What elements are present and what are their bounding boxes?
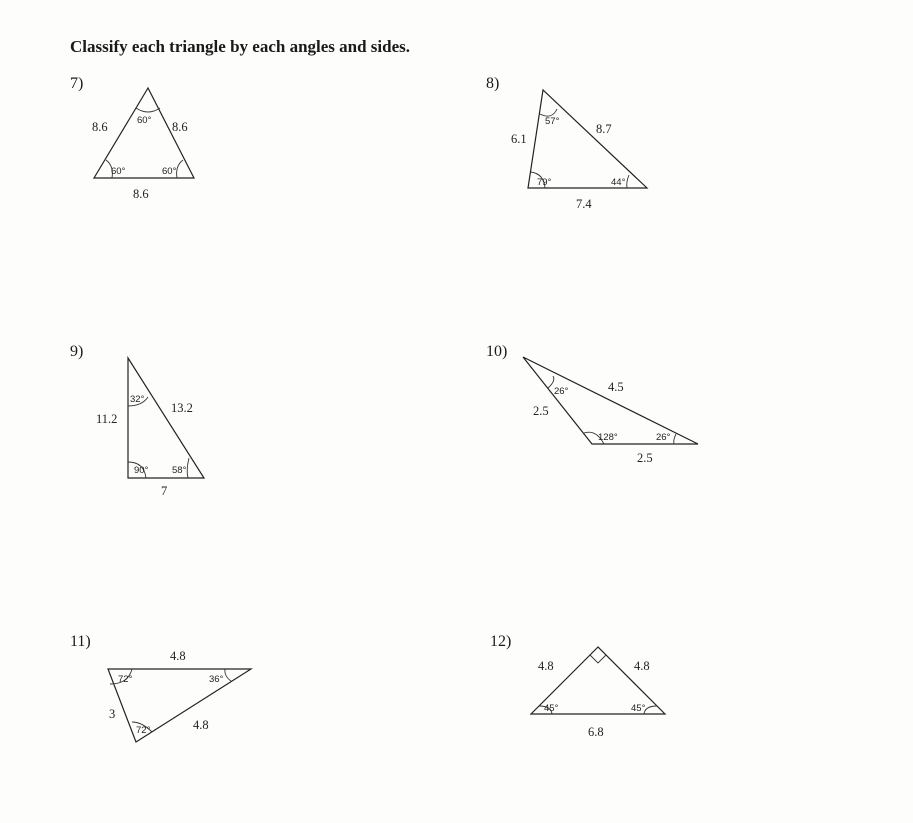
side-7-bottom: 8.6 xyxy=(133,187,149,201)
angle-10-mid: 128° xyxy=(598,432,618,443)
triangle-12 xyxy=(531,647,665,739)
side-7-left: 8.6 xyxy=(92,120,108,134)
angle-12-left: 45° xyxy=(544,703,559,714)
angle-12-right-arc xyxy=(644,706,657,714)
angle-9-top: 32° xyxy=(130,394,145,405)
angle-12-right: 45° xyxy=(631,703,646,714)
angle-8-right: 44° xyxy=(611,177,626,188)
side-10-long: 4.5 xyxy=(608,380,624,394)
problem-7-number: 7) xyxy=(70,75,84,92)
side-8-bottom: 7.4 xyxy=(576,197,592,211)
triangle-8 xyxy=(511,90,647,211)
triangle-7 xyxy=(92,88,194,201)
right-angle-12-marker xyxy=(590,655,606,663)
side-9-left: 11.2 xyxy=(96,412,118,426)
angle-11-bottom: 72° xyxy=(136,725,151,736)
angle-8-left: 79° xyxy=(537,177,552,188)
angle-7-right-arc xyxy=(177,160,183,178)
side-12-bottom: 6.8 xyxy=(588,725,604,739)
side-7-right: 8.6 xyxy=(172,120,188,134)
problem-9-number: 9) xyxy=(70,343,84,360)
angle-7-right: 60° xyxy=(162,166,177,177)
angle-10-top: 26° xyxy=(554,386,569,397)
side-10-left: 2.5 xyxy=(533,404,549,418)
angle-10-right-arc xyxy=(674,434,676,444)
side-8-hyp: 8.7 xyxy=(596,122,612,136)
triangle-9-shape xyxy=(128,358,204,478)
problem-8-number: 8) xyxy=(486,75,500,92)
triangle-9 xyxy=(96,358,204,498)
angle-8-right-arc xyxy=(627,175,629,188)
angle-7-top: 60° xyxy=(137,115,152,126)
angle-11-right: 36° xyxy=(209,674,224,685)
side-11-right: 4.8 xyxy=(193,718,209,732)
side-9-bottom: 7 xyxy=(161,484,168,498)
side-11-top: 4.8 xyxy=(170,649,186,663)
angle-11-right-arc xyxy=(225,669,231,681)
side-11-left: 3 xyxy=(109,707,116,721)
side-9-hyp: 13.2 xyxy=(171,401,193,415)
problem-10-number: 10) xyxy=(486,343,508,360)
side-10-bottom: 2.5 xyxy=(637,451,653,465)
angle-11-left: 72° xyxy=(118,674,133,685)
angle-10-top-arc xyxy=(548,376,554,388)
triangle-8-shape xyxy=(528,90,647,188)
side-12-left: 4.8 xyxy=(538,659,554,673)
problem-12-number: 12) xyxy=(490,633,512,650)
triangle-10-shape xyxy=(523,357,698,444)
triangle-10 xyxy=(523,357,698,465)
angle-7-top-arc xyxy=(136,108,160,112)
side-12-right: 4.8 xyxy=(634,659,650,673)
triangle-11 xyxy=(108,649,251,742)
side-8-left: 6.1 xyxy=(511,132,527,146)
angle-10-right: 26° xyxy=(656,432,671,443)
angle-8-top: 57° xyxy=(545,116,560,127)
angle-9-right-arc xyxy=(187,458,189,478)
angle-7-left: 60° xyxy=(111,166,126,177)
instruction-heading: Classify each triangle by each angles and sides. xyxy=(70,37,411,56)
problem-11-number: 11) xyxy=(70,633,91,650)
angle-9-right: 58° xyxy=(172,465,187,476)
angle-9-left: 90° xyxy=(134,465,149,476)
